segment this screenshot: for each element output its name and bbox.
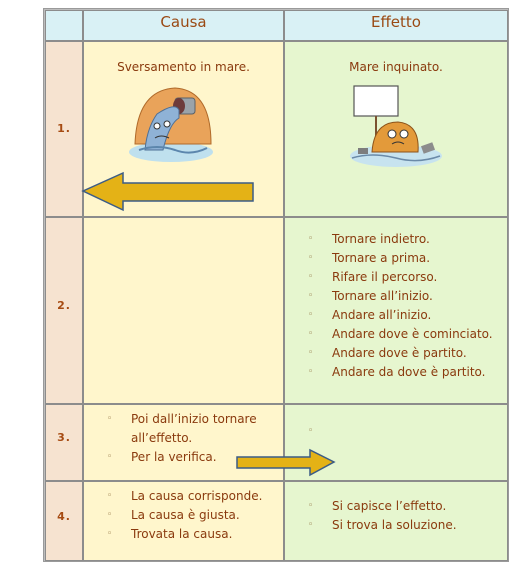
- row-1-effetto-cell: [284, 41, 508, 217]
- header-num-cell: [45, 10, 83, 41]
- row-4-effetto-cell: [284, 481, 508, 561]
- list-item: ◦ Tornare all’inizio.: [308, 289, 433, 303]
- row-1-number: 1.: [57, 122, 71, 135]
- header-effetto: Effetto: [371, 13, 421, 31]
- list-item: ◦ Si capisce l’effetto.: [308, 499, 447, 513]
- arrow-left-icon: [81, 172, 255, 212]
- row-1-effetto-text: Mare inquinato.: [349, 60, 443, 74]
- row-2-num-cell: [45, 217, 83, 404]
- header-causa-cell: [83, 10, 284, 41]
- empty-bullet: ◦: [308, 426, 314, 436]
- row-2-number: 2.: [57, 299, 71, 312]
- cause-effect-table: [43, 8, 509, 562]
- list-item: ◦ Trovata la causa.: [107, 527, 233, 541]
- list-item: ◦ Si trova la soluzione.: [308, 518, 457, 532]
- list-item: ◦ Tornare a prima.: [308, 251, 431, 265]
- list-item: ◦ Andare da dove è partito.: [308, 365, 486, 379]
- row-4-causa-list: [107, 487, 262, 544]
- polluting-pipe-illustration: [127, 84, 215, 164]
- row-4-number: 4.: [57, 510, 71, 523]
- list-item: ◦ La causa corrisponde.: [107, 489, 263, 503]
- arrow-right-icon: [236, 449, 336, 477]
- list-item: ◦ Poi dall’inizio tornare all’effetto.: [107, 412, 257, 445]
- row-4-effetto-list: [308, 497, 457, 535]
- list-item: ◦ La causa è giusta.: [107, 508, 240, 522]
- row-3-number: 3.: [57, 431, 71, 444]
- header-causa: Causa: [160, 13, 207, 31]
- list-item: ◦ Rifare il percorso.: [308, 270, 438, 284]
- list-item: ◦ Andare all’inizio.: [308, 308, 432, 322]
- fish-with-sign-illustration: [348, 82, 444, 168]
- row-2-effetto-list: [308, 230, 493, 382]
- list-item: ◦ Per la verifica.: [107, 450, 217, 464]
- header-effetto-cell: [284, 10, 508, 41]
- row-2-effetto-cell: [284, 217, 508, 404]
- row-4-causa-cell: [83, 481, 284, 561]
- row-3-num-cell: [45, 404, 83, 481]
- row-4-num-cell: [45, 481, 83, 561]
- row-1-num-cell: [45, 41, 83, 217]
- row-2-causa-cell: [83, 217, 284, 404]
- row-1-causa-text: Sversamento in mare.: [117, 60, 250, 74]
- list-item: ◦ Andare dove è cominciato.: [308, 327, 493, 341]
- list-item: ◦ Tornare indietro.: [308, 232, 430, 246]
- row-1-causa-cell: [83, 41, 284, 217]
- list-item: ◦ Andare dove è partito.: [308, 346, 467, 360]
